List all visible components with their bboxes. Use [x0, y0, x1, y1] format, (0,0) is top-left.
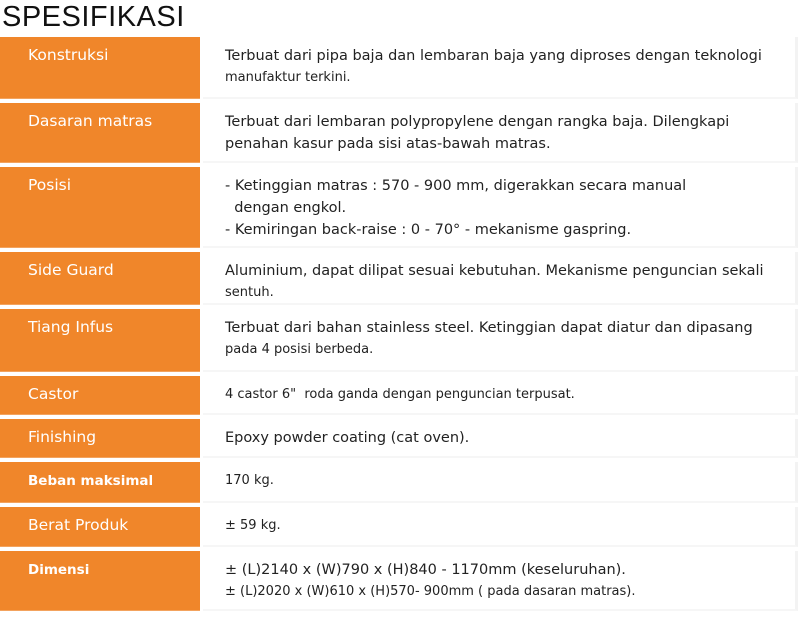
- spec-value-line: ± (L)2140 x (W)790 x (H)840 - 1170mm (keseluruhan).: [225, 562, 626, 578]
- page-title: SPESIFIKASI: [2, 1, 185, 33]
- spec-value-line: Epoxy powder coating (cat oven).: [225, 430, 470, 446]
- spec-label: Dasaran matras: [0, 103, 200, 163]
- spec-value-line: penahan kasur pada sisi atas-bawah matras.: [225, 136, 551, 152]
- spec-label: Finishing: [0, 419, 200, 458]
- spec-value-line: ± (L)2020 x (W)610 x (H)570- 900mm ( pada dasaran matras).: [225, 584, 636, 599]
- spec-value-line: manufaktur terkini.: [225, 70, 351, 85]
- spec-value: [203, 507, 798, 547]
- spec-label: Posisi: [0, 167, 200, 248]
- spec-row-finishing: [0, 419, 798, 458]
- spec-value-line: Aluminium, dapat dilipat sesuai kebutuhan. Mekanisme penguncian sekali: [225, 263, 764, 279]
- spec-value: [203, 376, 798, 415]
- spec-label: Side Guard: [0, 252, 200, 305]
- spec-value-line: Terbuat dari bahan stainless steel. Ketinggian dapat diatur dan dipasang: [225, 320, 753, 336]
- spec-value-line: sentuh.: [225, 285, 274, 300]
- spec-value-line: Terbuat dari lembaran polypropylene dengan rangka baja. Dilengkapi: [225, 114, 730, 130]
- spec-value-line: Terbuat dari pipa baja dan lembaran baja yang diproses dengan teknologi: [225, 48, 762, 64]
- spec-row-dimensi: [0, 551, 798, 611]
- spec-label: Tiang Infus: [0, 309, 200, 372]
- spec-row-castor: [0, 376, 798, 415]
- spec-table: [0, 37, 798, 615]
- spec-value-line: - Ketinggian matras : 570 - 900 mm, digerakkan secara manual: [225, 178, 687, 194]
- spec-value-line: 170 kg.: [225, 473, 274, 488]
- spec-row-beban-maksimal: [0, 462, 798, 503]
- spec-label: Dimensi: [0, 551, 200, 611]
- spec-value: [203, 551, 798, 611]
- spec-value: [203, 462, 798, 503]
- spec-value: [203, 252, 798, 305]
- spec-value-line: ± 59 kg.: [225, 518, 281, 533]
- spec-label: Berat Produk: [0, 507, 200, 547]
- spec-value-line: - Kemiringan back-raise : 0 - 70° - mekanisme gaspring.: [225, 222, 632, 238]
- spec-row-berat-produk: [0, 507, 798, 547]
- spec-row-konstruksi: [0, 37, 798, 99]
- spec-value: [203, 419, 798, 458]
- spec-value-line: 4 castor 6" roda ganda dengan penguncian terpusat.: [225, 387, 575, 402]
- spec-label: Castor: [0, 376, 200, 415]
- spec-row-side-guard: [0, 252, 798, 305]
- spec-row-dasaran-matras: [0, 103, 798, 163]
- spec-value: [203, 37, 798, 99]
- spec-value: [203, 167, 798, 248]
- spec-label: Beban maksimal: [0, 462, 200, 503]
- spec-value-line: pada 4 posisi berbeda.: [225, 342, 374, 357]
- spec-label: Konstruksi: [0, 37, 200, 99]
- spec-value: [203, 309, 798, 372]
- spec-value-line: dengan engkol.: [225, 200, 347, 216]
- spec-row-tiang-infus: [0, 309, 798, 372]
- spec-row-posisi: [0, 167, 798, 248]
- spec-value: [203, 103, 798, 163]
